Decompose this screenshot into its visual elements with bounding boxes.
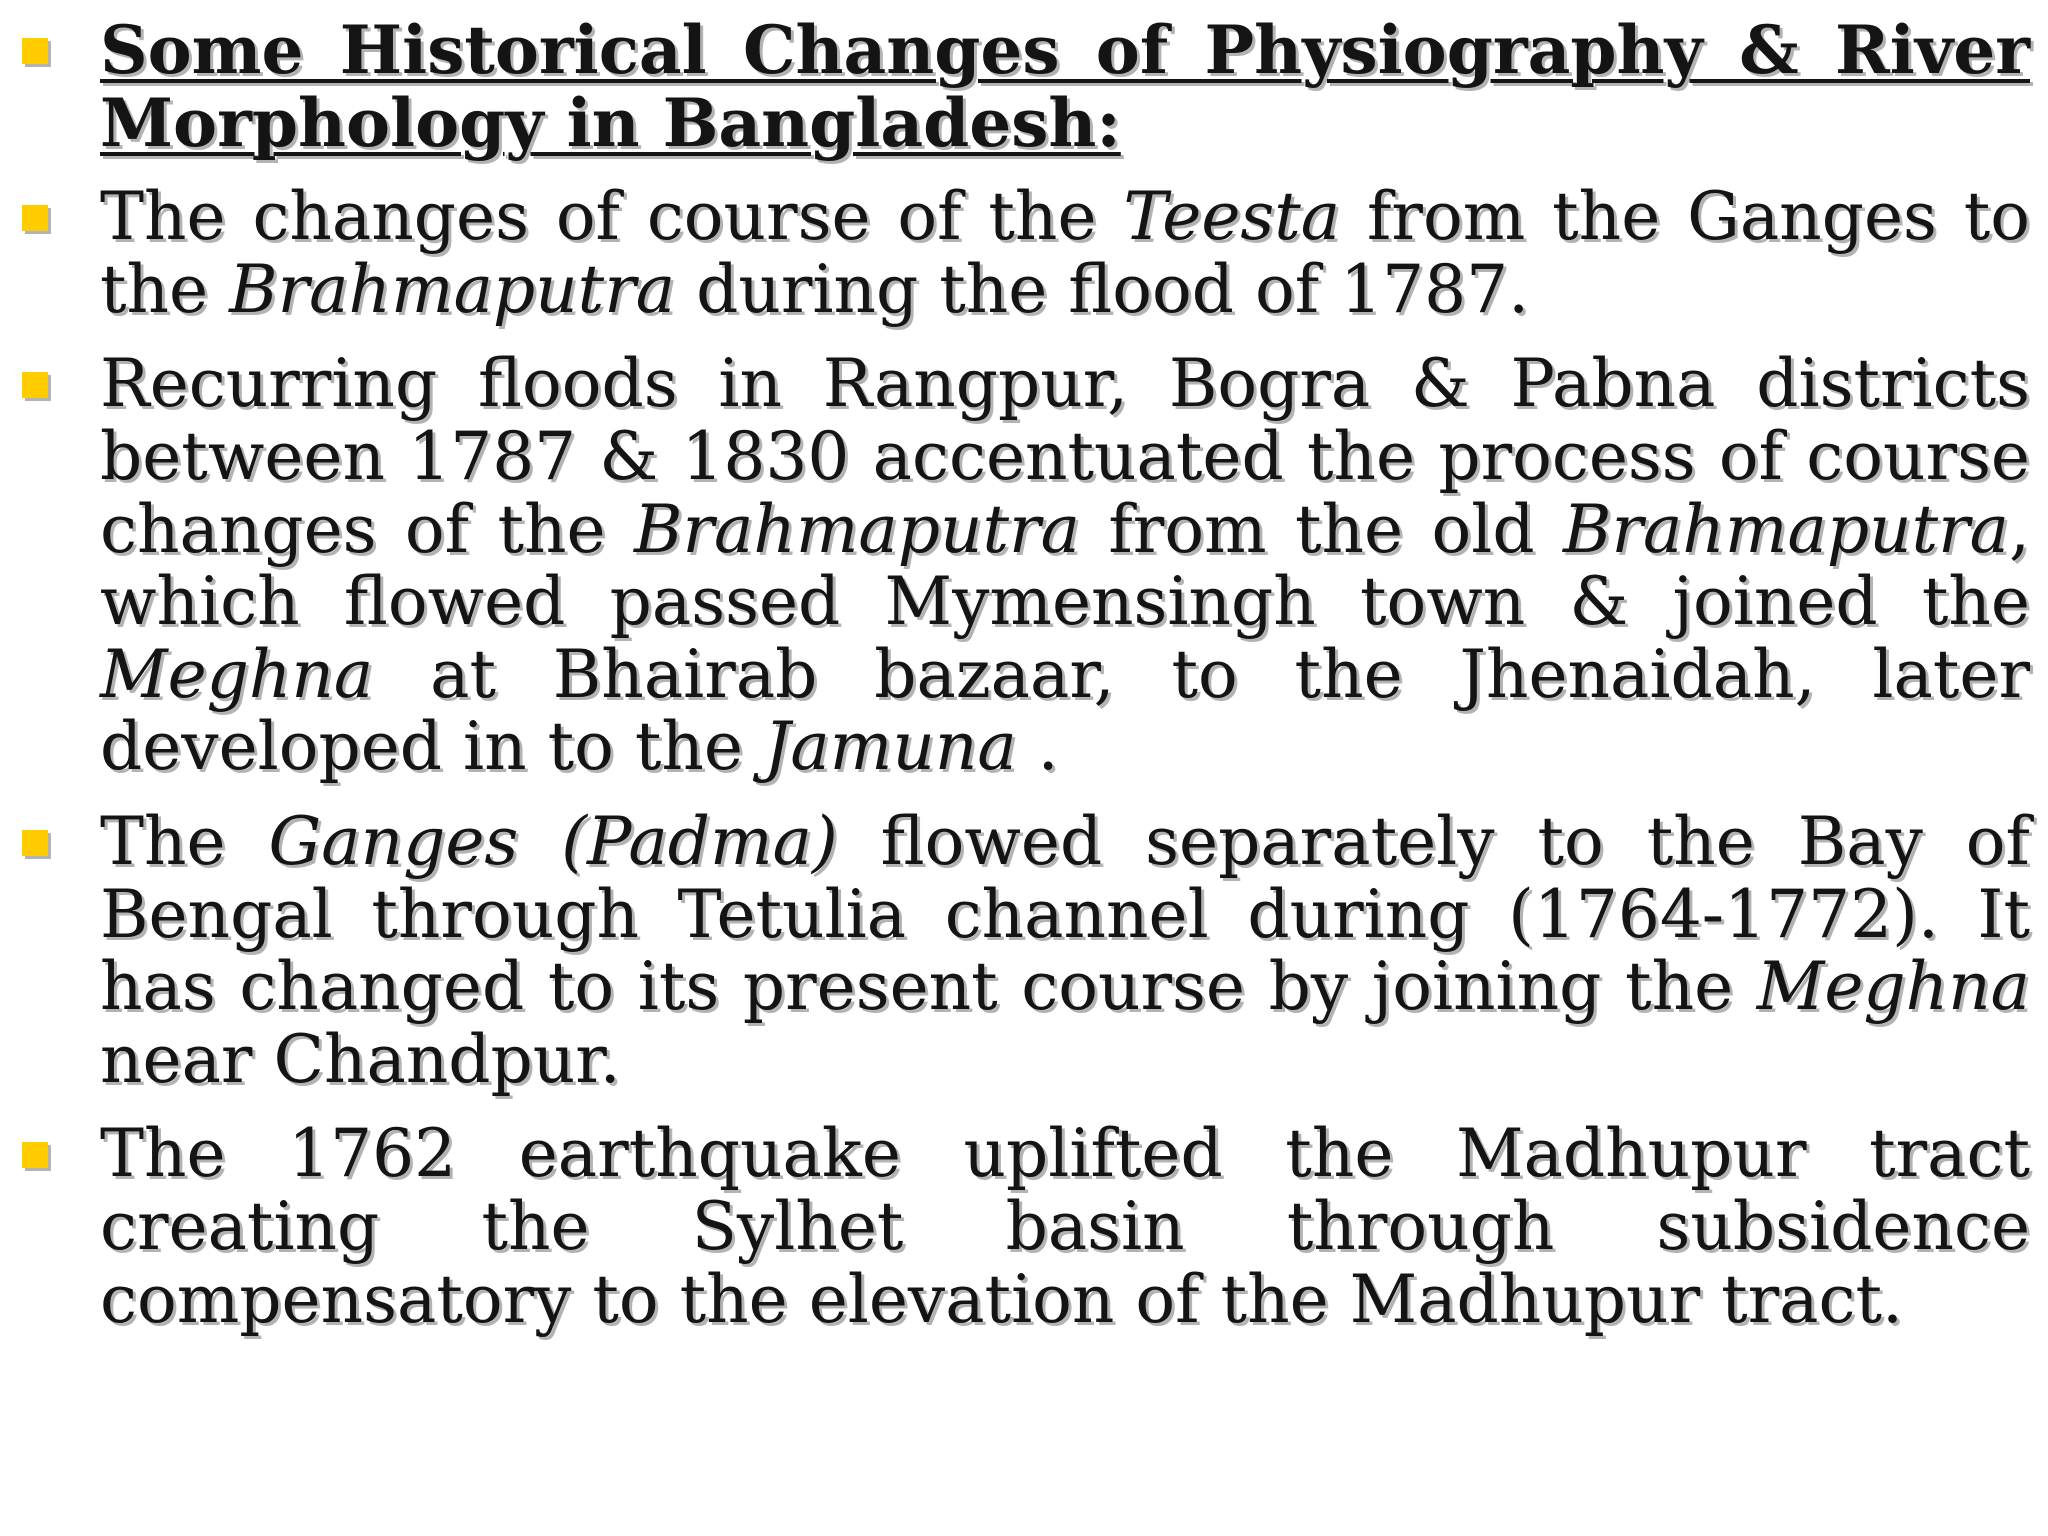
text-run-italic: Brahmaputra: [633, 490, 1080, 568]
square-bullet-icon: [22, 38, 48, 64]
bullet-text: [100, 803, 2030, 1098]
bullet-text: [100, 345, 2030, 785]
text-run: at Bhairab bazaar, to the Jhenaidah, later developed in to the: [100, 635, 2030, 786]
text-run: , which flowed passed Mymensingh town & joined the: [100, 490, 2030, 641]
bullet-list: [100, 11, 2030, 1358]
text-run: The changes of course of the: [100, 178, 1124, 256]
text-run-italic: Brahmaputra: [229, 250, 676, 328]
text-run-italic: Meghna: [100, 635, 374, 713]
bullet-item-teesta: [100, 178, 2030, 328]
bullet-item-ganges: [100, 802, 2030, 1098]
text-run: from the old: [1079, 490, 1563, 568]
bullet-item-brahmaputra: [100, 345, 2030, 786]
square-bullet-icon: [22, 1142, 48, 1168]
slide-title: [100, 11, 2030, 162]
square-bullet-icon: [22, 205, 48, 231]
text-run: The 1762 earthquake uplifted the Madhupur tract creating the Sylhet basin through subsidence compensatory to the elevation of the Madhupur tract.: [100, 1115, 2030, 1338]
bullet-text: [100, 178, 2030, 328]
text-run: .: [1016, 708, 1059, 786]
bullet-item-earthquake: [100, 1115, 2030, 1338]
slide-title-text: Some Historical Changes of Physiography & River Morphology in Bangladesh:: [100, 11, 2030, 162]
bullet-text: [100, 1115, 2030, 1337]
text-run: Recurring floods in Rangpur, Bogra & Pabna districts between 1787 & 1830 accentuated the process of course changes of the: [100, 345, 2030, 568]
text-run-italic: Meghna: [1756, 948, 2030, 1026]
square-bullet-icon: [22, 830, 48, 856]
text-run: from the Ganges to the: [100, 178, 2030, 328]
text-run: The: [100, 802, 269, 880]
text-run-italic: Jamuna: [763, 708, 1017, 786]
text-run-italic: Teesta: [1123, 178, 1341, 256]
square-bullet-icon: [22, 372, 48, 398]
text-run: flowed separately to the Bay of Bengal through Tetulia channel during (1764-1772). It has changed to its present course by joining the: [100, 802, 2030, 1026]
text-run: during the flood of 1787.: [675, 250, 1530, 328]
text-run-italic: Ganges (Padma): [268, 802, 838, 880]
text-run-italic: Brahmaputra: [1563, 490, 2010, 568]
text-run: near Chandpur.: [100, 1020, 621, 1098]
